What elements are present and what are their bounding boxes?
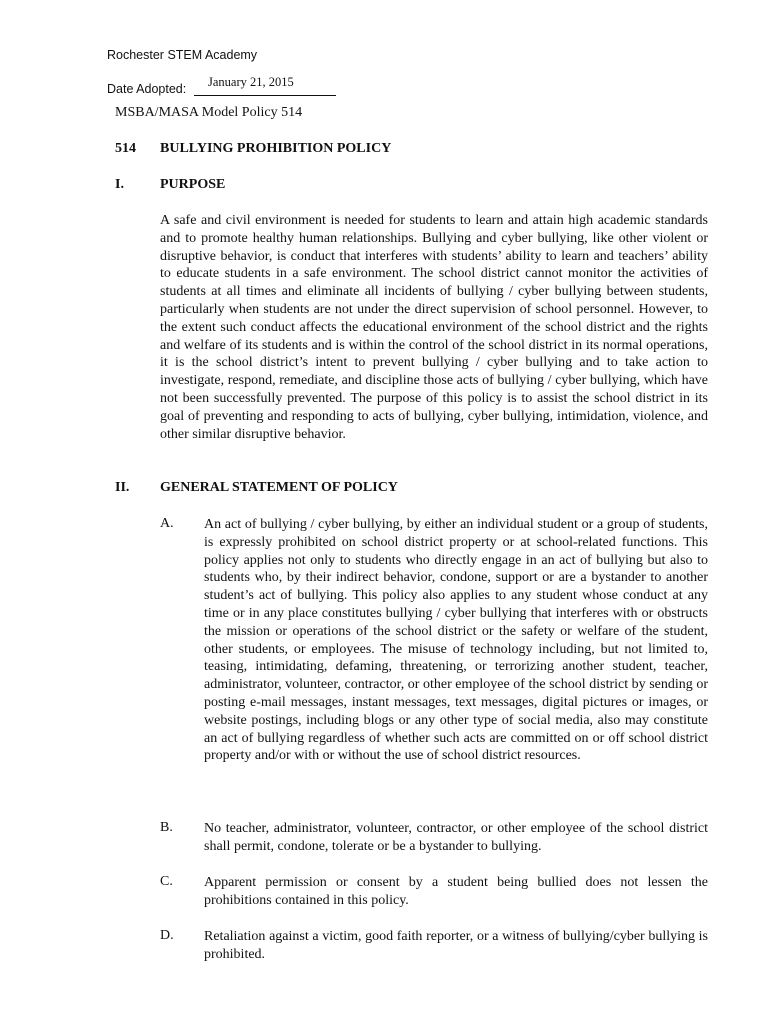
item-text: Apparent permission or consent by a student being bullied does not lessen the prohibitions contained in this policy. (204, 875, 708, 908)
purpose-paragraph: A safe and civil environment is needed for students to learn and attain high academic standards and to promote healthy human relationships. Bullying and cyber bullying, like other violent or disruptive behavior, is conduct that interferes with students’ ability to learn and teachers’ ability to educate students in a safe environment. The school district cannot monitor the activities of students at all times and eliminate all incidents of bullying / cyber bullying between students, particularly when students are not under the direct supervision of school personnel. However, to the extent such conduct affects the educational environment of the school district and the rights and welfare of its students and is within the control of the school district in its normal operations, it is the school district’s intent to prevent bullying / cyber bullying and to take action to investigate, respond, remediate, and discipline those acts of bullying / cyber bullying, which have not been successfully prevented. The purpose of this policy is to assist the school district in its goal of preventing and responding to acts of bullying, cyber bullying, intimidation, violence, and other similar disruptive behavior. (160, 213, 708, 442)
section-number: II. (115, 480, 130, 495)
item-letter: D. (160, 928, 174, 943)
section-number: I. (115, 177, 124, 192)
section-title: PURPOSE (160, 177, 226, 192)
policy-number: 514 (115, 141, 136, 156)
item-letter: A. (160, 516, 174, 531)
model-policy-reference: MSBA/MASA Model Policy 514 (115, 105, 303, 120)
date-signature-line (194, 95, 336, 96)
item-text: No teacher, administrator, volunteer, contractor, or other employee of the school district shall permit, condone, tolerate or be a bystander to bullying. (204, 821, 708, 854)
item-text: An act of bullying / cyber bullying, by either an individual student or a group of students, is expressly prohibited on school district property or at school-related functions. This policy applies not only to students who directly engage in an act of bullying but also to students who, by their indirect behavior, condone, support or are a bystander to another student’s act of bullying. This policy also applies to any student whose conduct at any time or in any place constitutes bullying / cyber bullying that interferes with or obstructs the mission or operations of the school district or the safety or welfare of the student, other students, or employees. The misuse of technology including, but not limited to, teasing, intimidating, defaming, threatening, or terrorizing another student, teacher, administrator, volunteer, contractor, or other employee of the school district by sending or posting e-mail messages, instant messages, text messages, digital pictures or images, or website postings, including blogs or any other type of social media, also may constitute an act of bullying regardless of whether such acts are committed on or off school district property and/or with or without the use of school district resources. (204, 517, 708, 764)
policy-title: BULLYING PROHIBITION POLICY (160, 141, 392, 156)
date-adopted-label: Date Adopted: (107, 82, 187, 96)
section-title: GENERAL STATEMENT OF POLICY (160, 480, 398, 495)
item-letter: B. (160, 820, 173, 835)
date-adopted-value: January 21, 2015 (208, 75, 294, 89)
item-letter: C. (160, 874, 173, 889)
school-name: Rochester STEM Academy (107, 48, 258, 62)
item-text: Retaliation against a victim, good faith reporter, or a witness of bullying/cyber bullying is prohibited. (204, 929, 708, 962)
